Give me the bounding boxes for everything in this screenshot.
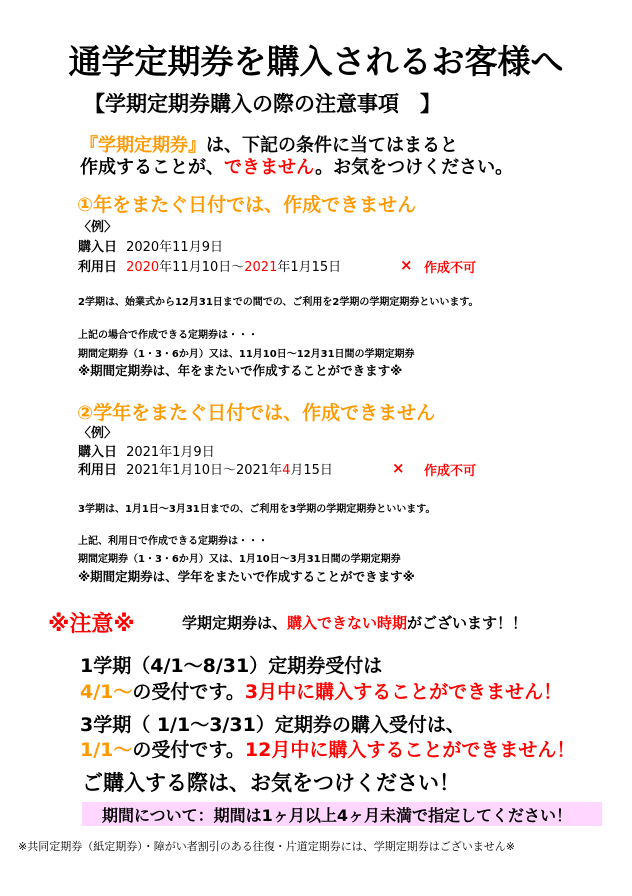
intro-text: 作成することが、 xyxy=(80,157,224,178)
use-date-mid: 年11月10日～ xyxy=(159,260,245,275)
use-label: 利用日 xyxy=(78,260,118,275)
section2-case-note: 上記、利用日で作成できる定期券は・・・ xyxy=(78,536,268,547)
section2-explain: 3学期は、1月1日～3月31日までの、ご利用を3学期の学期定期券といいます。 xyxy=(78,504,436,515)
term1-mid: の受付です。 xyxy=(132,681,245,703)
purchase-date: 2020年11月9日 xyxy=(126,240,223,255)
use-date-end: 月15日 xyxy=(290,463,333,478)
term3-start: 1/1～ xyxy=(80,739,133,761)
section1-heading: ①年をまたぐ日付では、作成できません xyxy=(77,194,417,216)
section1-detail: 期間定期券（1・3・6か月）又は、11月10日～12月31日間の学期定期券 xyxy=(78,349,415,360)
section1-example-label: 〈例〉 xyxy=(78,220,118,235)
purchase-label: 購入日 xyxy=(78,445,118,460)
period-note: 期間について：期間は1ヶ月以上4ヶ月未満で指定してください！ xyxy=(102,806,572,825)
section2-heading: ②学年をまたぐ日付では、作成できません xyxy=(77,402,436,424)
term1-line-2 xyxy=(80,677,562,704)
page-title: 通学定期券を購入されるお客様へ xyxy=(68,42,564,81)
intro-text: 。お気をつけください。 xyxy=(315,157,514,178)
intro-highlight: 『学期定期券』 xyxy=(80,135,206,156)
use-label: 利用日 xyxy=(78,463,118,478)
use-date-end: 年1月15日 xyxy=(277,260,342,275)
intro-highlight: できません xyxy=(224,157,316,178)
use-year-2: 2021 xyxy=(244,260,278,275)
section1-asterisk-note: ※期間定期券は、年をまたいで作成することができます※ xyxy=(78,363,403,378)
term1-start: 4/1～ xyxy=(80,681,133,703)
caution-text xyxy=(182,612,527,633)
intro-text: は、下記の条件に当てはまると xyxy=(206,135,458,156)
purchase-date: 2021年1月9日 xyxy=(126,445,215,460)
use-year-1: 2020 xyxy=(126,260,160,275)
section2-asterisk-note: ※期間定期券は、学年をまたいで作成することができます※ xyxy=(78,569,415,584)
term3-warning: 12月中に購入することができません！ xyxy=(244,739,576,761)
section1-cross-mark: × xyxy=(400,256,413,274)
caution-label: ※注意※ xyxy=(48,612,135,637)
term1-warning: 3月中に購入することができません！ xyxy=(244,681,563,703)
term3-line-2 xyxy=(80,735,575,762)
closing-message: ご購入する際は、お気をつけください！ xyxy=(82,771,460,795)
purchase-label: 購入日 xyxy=(78,240,118,255)
use-month-red: 4 xyxy=(282,463,291,478)
term3-mid: の受付です。 xyxy=(132,739,245,761)
section1-fail-label: 作成不可 xyxy=(424,261,477,276)
section2-example-label: 〈例〉 xyxy=(78,426,118,441)
footnote: ※共同定期券（紙定期券）・障がい者割引のある往復・片道定期券には、学期定期券はございません※ xyxy=(18,840,515,853)
section2-fail-label: 作成不可 xyxy=(424,464,477,479)
section1-use-row xyxy=(78,256,341,275)
term1-line-1: 1学期（4/1～8/31）定期券受付は xyxy=(80,655,383,677)
section2-cross-mark: × xyxy=(392,459,405,477)
term3-line-1: 3学期（ 1/1～3/31）定期券の購入受付は、 xyxy=(80,714,465,736)
section1-case-note: 上記の場合で作成できる定期券は・・・ xyxy=(78,330,258,341)
section1-purchase-row xyxy=(78,236,223,255)
caution-text-pre: 学期定期券は、 xyxy=(182,614,288,632)
caution-text-post: がございます！！ xyxy=(407,614,528,632)
use-date-pre: 2021年1月10日～2021年 xyxy=(126,463,283,478)
section1-explain: 2学期は、始業式から12月31日までの間での、ご利用を2学期の学期定期券といいます。 xyxy=(78,297,479,308)
page-subtitle: 【学期定期券購入の際の注意事項 】 xyxy=(84,92,441,116)
section2-detail: 期間定期券（1・3・6か月）又は、1月10日～3月31日間の学期定期券 xyxy=(78,554,401,565)
section2-purchase-row xyxy=(78,441,215,460)
caution-text-red: 購入できない時期 xyxy=(287,614,408,632)
intro-line-2 xyxy=(80,153,513,179)
section2-use-row xyxy=(78,459,333,478)
